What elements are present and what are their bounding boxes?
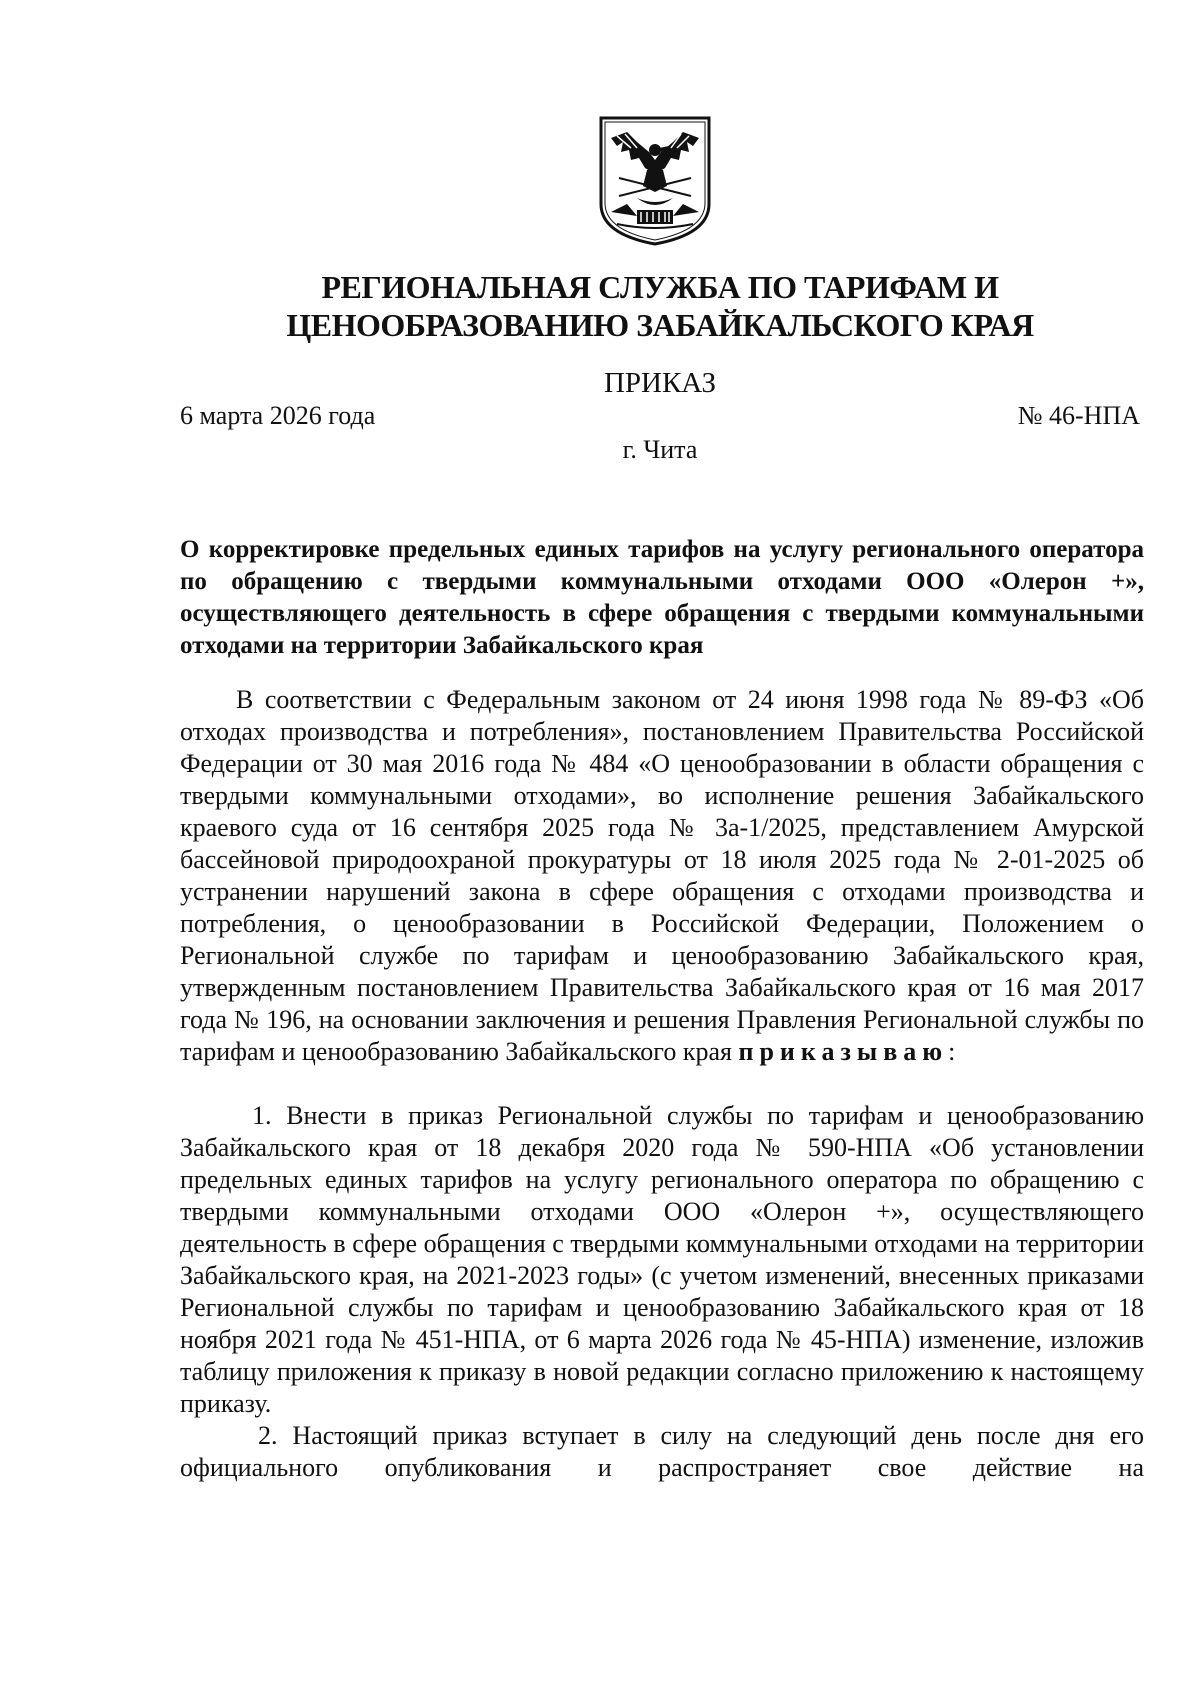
order-word: приказываю — [738, 1037, 949, 1066]
document-body — [180, 684, 1144, 1484]
document-date: 6 марта 2026 года — [180, 401, 376, 430]
document-number: № 46-НПА — [1017, 401, 1140, 430]
coat-of-arms-icon — [597, 112, 713, 248]
organization-title — [180, 268, 1140, 344]
organization-title-line2: ЦЕНООБРАЗОВАНИЮ ЗАБАЙКАЛЬСКОГО КРАЯ — [286, 307, 1034, 343]
preamble-text: В соответствии с Федеральным законом от 24 июня 1998 года № 89-ФЗ «Об отходах производства и потребления», постановлением Правительства Российской Федерации от 30 мая 2016 года № 484 «О ценообразовании в области обращения с твердыми коммунальными отходами», во исполнение решения Забайкальского краевого суда от 16 сентября 2025 года № 3а-1/2025, представлением Амурской бассейновой природоохраной прокуратуры от 18 июля 2025 года № 2-01-2025 об устранении нарушений закона в сфере обращения с отходами производства и потребления, о ценообразовании в Российской Федерации, Положением о Региональной службе по тарифам и ценообразованию Забайкальского края, утвержденным постановлением Правительства Забайкальского края от 16 мая 2017 года № 196, на основании заключения и решения Правления Региональной службы по тарифам и ценообразованию Забайкальского края — [180, 685, 1144, 1066]
organization-title-line1: РЕГИОНАЛЬНАЯ СЛУЖБА ПО ТАРИФАМ И — [321, 269, 999, 305]
order-item-1: 1. Внести в приказ Региональной службы по тарифам и ценообразованию Забайкальского края от 18 декабря 2020 года № 590-НПА «Об установлении предельных единых тарифов на услугу регионального оператора по обращению с твердыми коммунальными отходами ООО «Олерон +», осуществляющего деятельность в сфере обращения с твердыми коммунальными отходами на территории Забайкальского края, на 2021-2023 годы» (с учетом изменений, внесенных приказами Региональной службы по тарифам и ценообразованию Забайкальского края от 18 ноября 2021 года № 451-НПА, от 6 марта 2026 года № 45-НПА) изменение, изложив таблицу приложения к приказу в новой редакции согласно приложению к настоящему приказу. — [180, 1101, 1144, 1418]
document-city: г. Чита — [622, 435, 698, 464]
order-item-2: 2. Настоящий приказ вступает в силу на следующий день после дня его официального опубликования и распространяет свое действие на — [180, 1421, 1144, 1482]
order-colon: : — [948, 1037, 956, 1066]
document-subject: О корректировке предельных единых тарифов на услугу регионального оператора по обращению с твердыми коммунальными отходами ООО «Олерон +», осуществляющего деятельность в сфере обращения с твердыми коммунальными отходами на территории Забайкальского края — [180, 536, 1144, 659]
document-type: ПРИКАЗ — [603, 367, 717, 399]
preamble-paragraph — [180, 684, 1144, 1068]
